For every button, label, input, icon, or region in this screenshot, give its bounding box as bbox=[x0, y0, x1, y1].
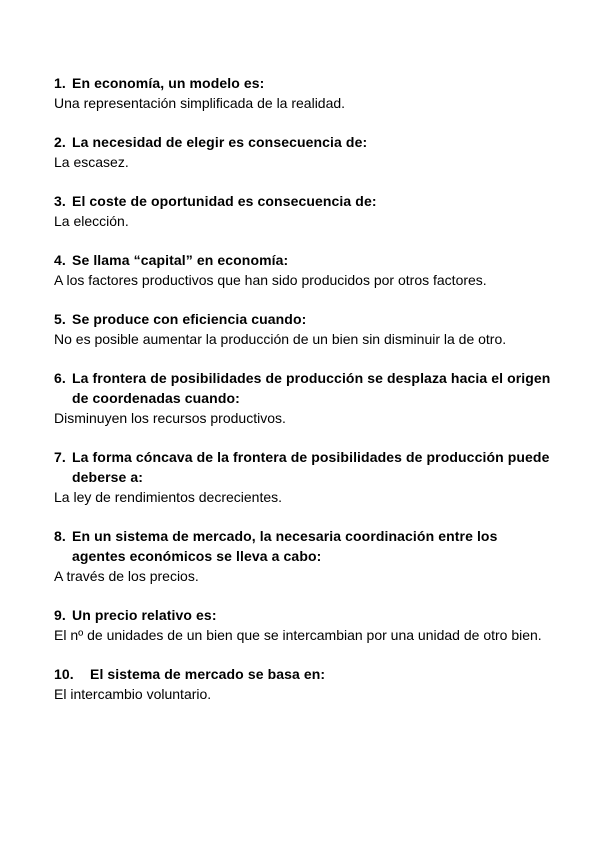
question-number: 3. bbox=[54, 193, 66, 209]
answer-9: El nº de unidades de un bien que se intercambian por una unidad de otro bien. bbox=[54, 627, 542, 643]
qa-item-9 bbox=[54, 605, 554, 645]
question-3 bbox=[54, 191, 554, 211]
question-list bbox=[54, 73, 554, 723]
answer-7: La ley de rendimientos decrecientes. bbox=[54, 489, 283, 505]
question-number: 1. bbox=[54, 75, 66, 91]
answer-6: Disminuyen los recursos productivos. bbox=[54, 410, 286, 426]
question-number: 8. bbox=[54, 528, 66, 544]
answer-3: La elección. bbox=[54, 213, 129, 229]
question-2 bbox=[54, 132, 554, 152]
question-text: La necesidad de elegir es consecuencia de: bbox=[72, 134, 368, 150]
qa-item-5 bbox=[54, 309, 554, 349]
answer-8: A través de los precios. bbox=[54, 568, 199, 584]
answer-2: La escasez. bbox=[54, 154, 129, 170]
question-4 bbox=[54, 250, 554, 270]
question-text: Un precio relativo es: bbox=[72, 607, 217, 623]
question-10 bbox=[54, 664, 554, 684]
qa-item-10 bbox=[54, 664, 554, 704]
question-number: 5. bbox=[54, 311, 66, 327]
question-text: El coste de oportunidad es consecuencia de: bbox=[72, 193, 377, 209]
question-6 bbox=[54, 368, 554, 408]
question-text: En economía, un modelo es: bbox=[72, 75, 265, 91]
question-text: El sistema de mercado se basa en: bbox=[90, 666, 326, 682]
question-5 bbox=[54, 309, 554, 329]
question-text: Se produce con eficiencia cuando: bbox=[72, 311, 307, 327]
qa-item-7 bbox=[54, 447, 554, 507]
answer-10: El intercambio voluntario. bbox=[54, 686, 212, 702]
question-1 bbox=[54, 73, 554, 93]
answer-5: No es posible aumentar la producción de un bien sin disminuir la de otro. bbox=[54, 331, 507, 347]
question-7 bbox=[54, 447, 554, 487]
qa-item-4 bbox=[54, 250, 554, 290]
qa-item-6 bbox=[54, 368, 554, 428]
question-number: 9. bbox=[54, 607, 66, 623]
qa-item-8 bbox=[54, 526, 554, 586]
question-9 bbox=[54, 605, 554, 625]
answer-1: Una representación simplificada de la realidad. bbox=[54, 95, 346, 111]
question-text: En un sistema de mercado, la necesaria coordinación entre los agentes económicos se lleva a cabo: bbox=[72, 528, 498, 564]
qa-item-2 bbox=[54, 132, 554, 172]
question-text: Se llama “capital” en economía: bbox=[72, 252, 289, 268]
question-number: 7. bbox=[54, 449, 66, 465]
qa-item-1 bbox=[54, 73, 554, 113]
question-text: La forma cóncava de la frontera de posibilidades de producción puede deberse a: bbox=[72, 449, 550, 485]
question-number: 10. bbox=[54, 666, 74, 682]
question-8 bbox=[54, 526, 554, 566]
question-text: La frontera de posibilidades de producción se desplaza hacia el origen de coordenadas cuando: bbox=[72, 370, 551, 406]
answer-4: A los factores productivos que han sido producidos por otros factores. bbox=[54, 272, 487, 288]
question-number: 2. bbox=[54, 134, 66, 150]
question-number: 6. bbox=[54, 370, 66, 386]
qa-item-3 bbox=[54, 191, 554, 231]
question-number: 4. bbox=[54, 252, 66, 268]
